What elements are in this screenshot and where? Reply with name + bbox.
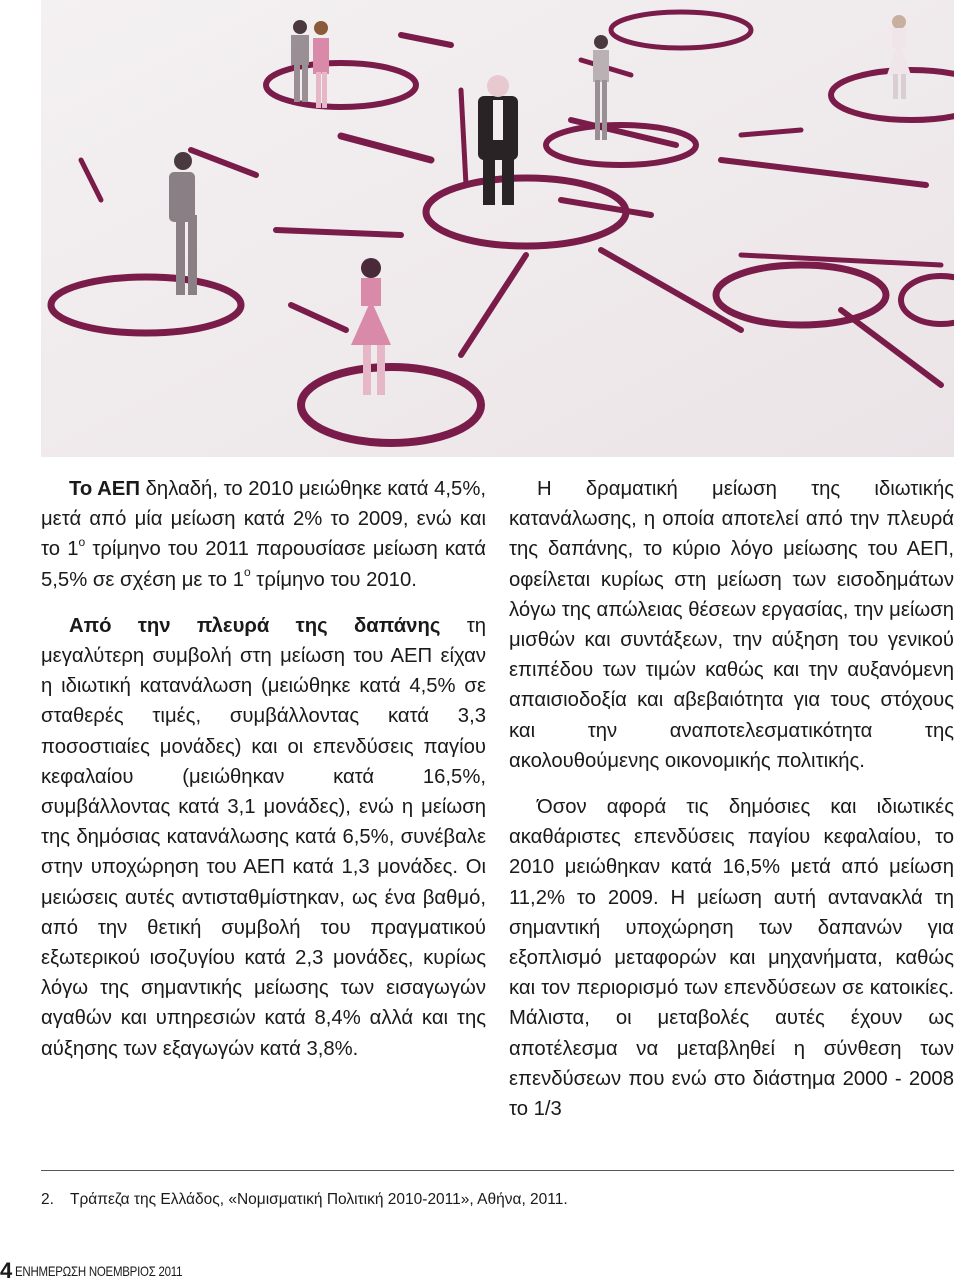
paragraph-gdp — [41, 474, 486, 595]
ordinal-superscript: ο — [78, 534, 86, 549]
magazine-issue: ΕΝΗΜΕΡΩΣΗ ΝΟΕΜΒΡΙΟΣ 2011 — [15, 1263, 183, 1279]
left-column — [41, 474, 486, 1064]
paragraph-expenditure — [41, 611, 486, 1064]
lead-expenditure: Από την πλευρά της δαπάνης — [69, 614, 441, 637]
paragraph-investment: Όσον αφορά τις δημόσιες και ιδιωτικές ακαθάριστες επενδύσεις παγίου κεφαλαίου, το 2010 μειώθηκαν κατά 16,5% μετά από μείωση 11,2% το 2009. Η μείωση αυτή αντανακλά τη σημαντική υποχώρηση των δαπανών για εξοπλισμό μεταφορών και μηχανήματα, καθώς και τον περιορισμό των επενδύσεων σε κατοικίες. Μάλιστα, οι μεταβολές αυτές έχουν ως αποτέλεσμα να μεταβληθεί η σύνθεση των επενδύσεων που ενώ στο διάστημα 2000 - 2008 το 1/3 — [509, 796, 954, 1121]
text-segment: δηλαδή, το 2010 μειώθηκε κατά 4,5%, μετά από μία μείωση κατά 2% το 2009, ενώ και το 1 — [41, 478, 486, 561]
lead-gdp: Το ΑΕΠ — [69, 478, 140, 500]
network-figures-image — [41, 0, 954, 457]
right-column — [509, 474, 954, 1124]
text-segment: τρίμηνο του 2010. — [250, 568, 417, 591]
footnote-divider — [41, 1170, 954, 1171]
text-segment: τρίμηνο του 2011 παρουσίασε μείωση κατά 5,5% σε σχέση με το 1 — [41, 538, 486, 591]
footnote — [41, 1190, 568, 1210]
page-number: 4 — [0, 1258, 13, 1283]
footnote-text: Τράπεζα της Ελλάδος, «Νομισματική Πολιτική 2010-2011», Αθήνα, 2011. — [70, 1191, 568, 1208]
footnote-number: 2. — [41, 1191, 54, 1208]
paragraph-consumption: Η δραματική μείωση της ιδιωτικής κατανάλωσης, η οποία αποτελεί από την πλευρά της δαπάνης, το κύριο λόγο μείωσης του ΑΕΠ, οφείλεται κυρίως στη μείωση των εισοδημάτων λόγω της απώλειας θέσεων εργασίας, την μείωση μισθών και συντάξεων, την αύξηση του γενικού επιπέδου των τιμών καθώς και την αυξανόμενη απαισιοδοξία και αβεβαιότητα για τους στόχους και την αναποτελεσματικότητα της ακολουθούμενης οικονομικής πολιτικής. — [509, 478, 954, 772]
ordinal-superscript: ο — [243, 564, 251, 579]
hero-illustration — [41, 0, 954, 457]
page-folio — [0, 1260, 219, 1282]
text-segment: τη μεγαλύτερη συμβολή στη μείωση του ΑΕΠ είχαν η ιδιωτική κατανάλωση (μειώθηκε κατά 4,5% σε σταθερές τιμές, συμβάλλοντας κατά 3,3 ποσοστιαίες μονάδες) και οι επενδύσεις παγίου κεφαλαίου (μειώθηκαν κατά 16,5%, συμβάλλοντας κατά 3,1 μονάδες), ενώ η μείωση της δημόσιας κατανάλωσης κατά 6,5%, συνέβαλε στην υποχώρηση του ΑΕΠ κατά 1,3 μονάδες. Οι μειώσεις αυτές αντισταθμίστηκαν, ως ένα βαθμό, από την θετική συμβολή του πραγματικού εξωτερικού ισοζυγίου κατά 2,3 μονάδες, κυρίως λόγω της σημαντικής μείωσης των εισαγωγών αγαθών και υπηρεσιών κατά 8,4% αλλά και της αύξησης των εξαγωγών κατά 3,8%. — [41, 614, 486, 1060]
